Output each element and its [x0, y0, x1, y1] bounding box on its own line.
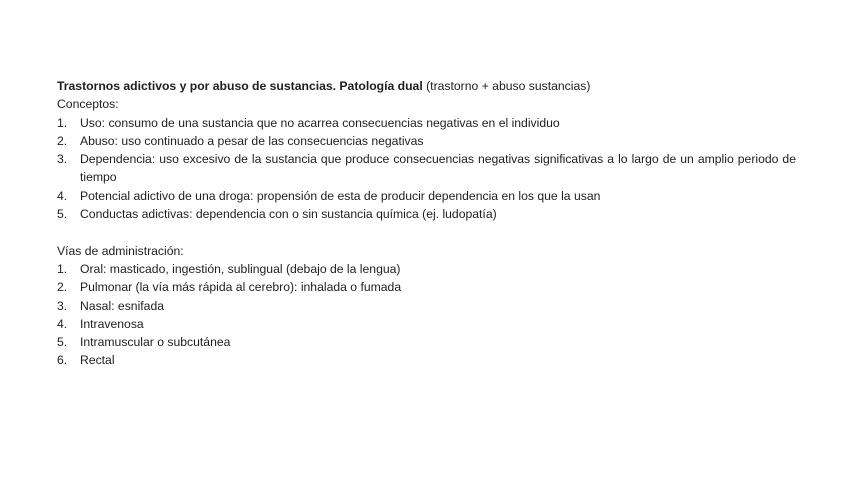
list-item-number: 4. [57, 316, 68, 331]
list-item-text: Pulmonar (la vía más rápida al cerebro): inhalada o fumada [80, 280, 402, 295]
concepts-list [57, 114, 796, 224]
list-item [57, 333, 796, 351]
list-item-number: 3. [57, 298, 68, 313]
document-body [57, 77, 796, 370]
list-item [57, 132, 796, 150]
blank-line [57, 223, 796, 241]
document-title [57, 77, 796, 95]
list-item [57, 260, 796, 278]
list-item-text: Intramuscular o subcutánea [80, 335, 231, 350]
list-item-text: Uso: consumo de una sustancia que no acarrea consecuencias negativas en el individuo [80, 115, 560, 130]
list-item-text: Rectal [80, 353, 115, 368]
list-item-number: 3. [57, 152, 68, 167]
list-item [57, 351, 796, 369]
list-item-text: Potencial adictivo de una droga: propensión de esta de producir dependencia en los que la usan [80, 188, 601, 203]
administration-routes-heading: Vías de administración: [57, 243, 184, 258]
list-item-text: Dependencia: uso excesivo de la sustancia que produce consecuencias negativas significativas a lo largo de un amplio periodo de tiempo [80, 152, 796, 185]
list-item-number: 5. [57, 335, 68, 350]
list-item-number: 1. [57, 261, 68, 276]
list-item [57, 114, 796, 132]
list-item-number: 1. [57, 115, 68, 130]
list-item-number: 2. [57, 133, 68, 148]
concepts-heading: Conceptos: [57, 97, 119, 112]
list-item-number: 6. [57, 353, 68, 368]
list-item-number: 5. [57, 207, 68, 222]
list-item-text: Conductas adictivas: dependencia con o sin sustancia química (ej. ludopatía) [80, 207, 497, 222]
list-item-text: Nasal: esnifada [80, 298, 165, 313]
list-item-text: Intravenosa [80, 316, 144, 331]
title-parenthetical: (trastorno + abuso sustancias) [422, 79, 591, 93]
list-item [57, 297, 796, 315]
list-item [57, 187, 796, 205]
list-item [57, 205, 796, 223]
list-item-text: Abuso: uso continuado a pesar de las consecuencias negativas [80, 133, 424, 148]
title-bold-text: Trastornos adictivos y por abuso de sustancias. Patología dual [57, 79, 423, 93]
list-item [57, 278, 796, 296]
list-item [57, 315, 796, 333]
list-item-number: 2. [57, 280, 68, 295]
administration-routes-list [57, 260, 796, 370]
list-item-number: 4. [57, 188, 68, 203]
list-item-text: Oral: masticado, ingestión, sublingual (debajo de la lengua) [80, 261, 401, 276]
list-item [57, 150, 796, 187]
